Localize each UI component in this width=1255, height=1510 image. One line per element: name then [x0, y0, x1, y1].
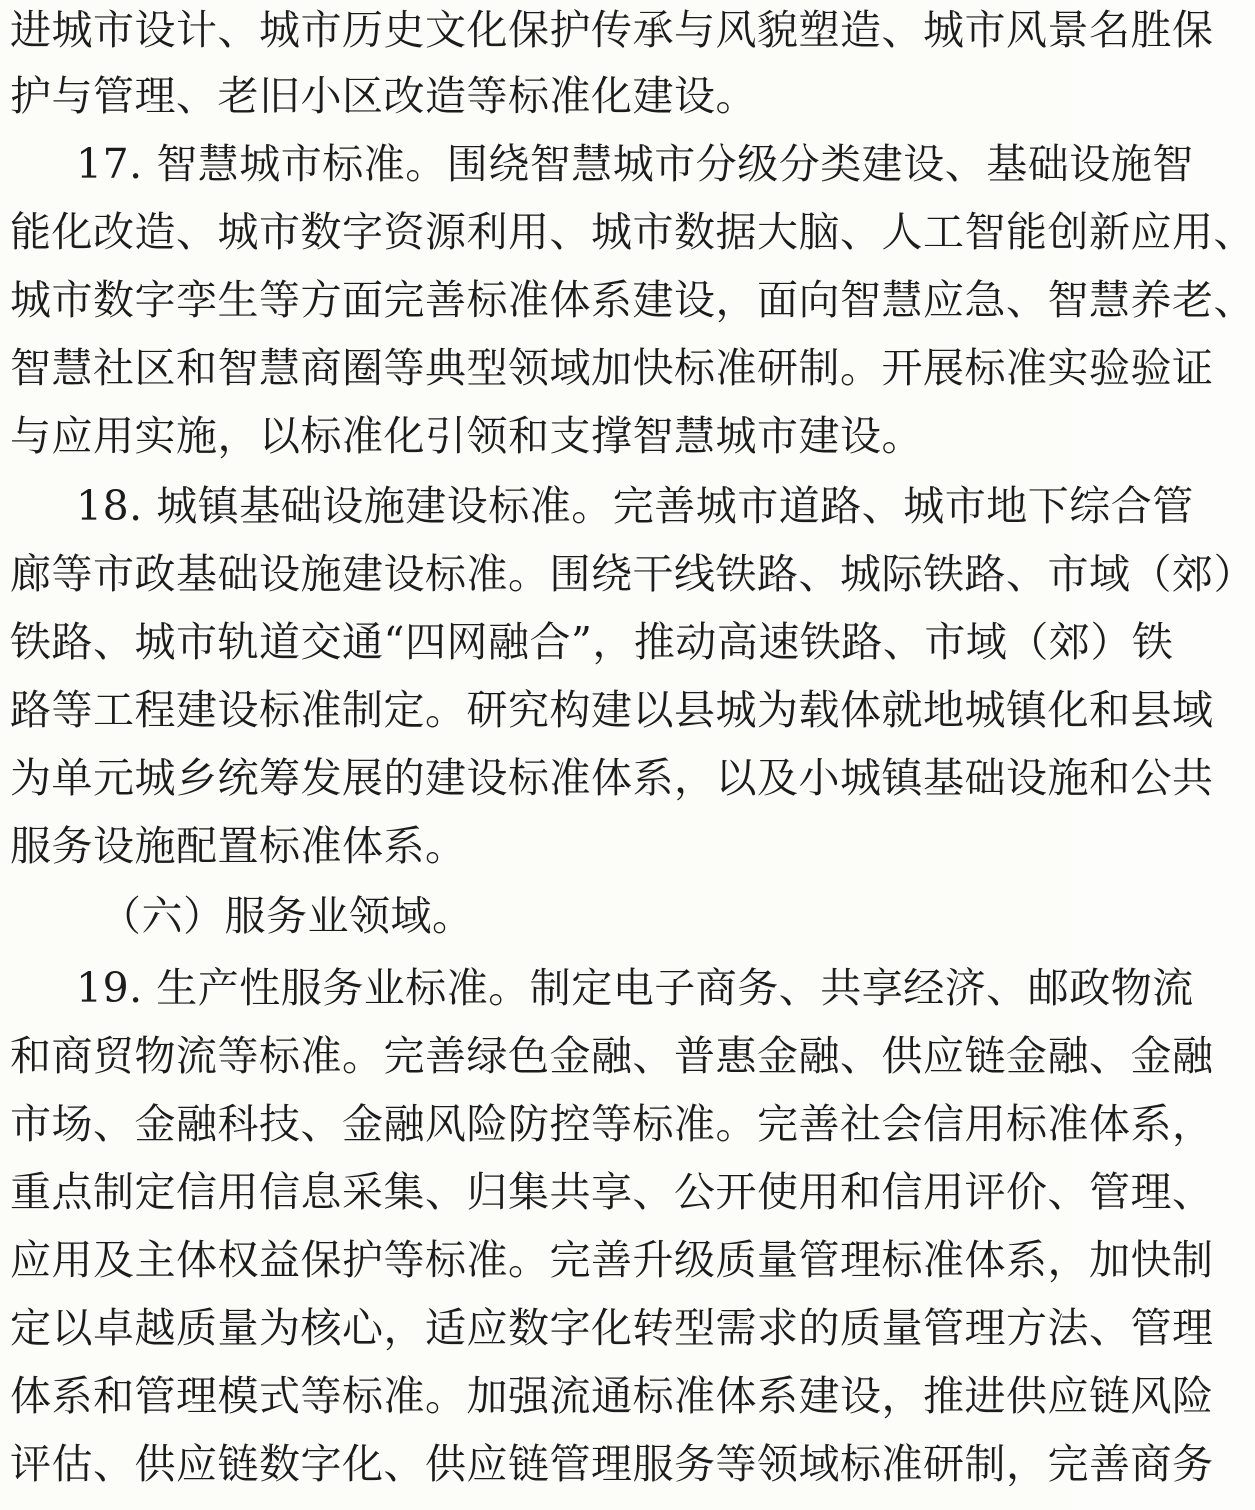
section-18-line-1: 18. 城镇基础设施建设标准。完善城市道路、城市地下综合管	[76, 482, 1194, 530]
text-line-1: 进城市设计、城市历史文化保护传承与风貌塑造、城市风景名胜保	[10, 6, 1214, 54]
section-17-line-4: 智慧社区和智慧商圈等典型领域加快标准研制。开展标准实验验证	[10, 344, 1214, 392]
section-18-line-6: 服务设施配置标准体系。	[10, 822, 467, 870]
section-19-line-7: 体系和管理模式等标准。加强流通标准体系建设，推进供应链风险	[10, 1372, 1214, 1420]
section-18-line-5: 为单元城乡统筹发展的建设标准体系，以及小城镇基础设施和公共	[10, 754, 1214, 802]
section-19-line-3: 市场、金融科技、金融风险防控等标准。完善社会信用标准体系，	[10, 1100, 1214, 1148]
section-17-line-5: 与应用实施，以标准化引领和支撑智慧城市建设。	[10, 412, 923, 460]
section-18-line-4: 路等工程建设标准制定。研究构建以县城为载体就地城镇化和县域	[10, 686, 1214, 734]
section-19-line-5: 应用及主体权益保护等标准。完善升级质量管理标准体系，加快制	[10, 1236, 1214, 1284]
section-19-line-8: 评估、供应链数字化、供应链管理服务等领域标准研制，完善商务	[10, 1440, 1214, 1488]
text-line-2: 护与管理、老旧小区改造等标准化建设。	[10, 72, 757, 120]
section-17-line-1: 17. 智慧城市标准。围绕智慧城市分级分类建设、基础设施智	[76, 140, 1194, 188]
section-19-line-6: 定以卓越质量为核心，适应数字化转型需求的质量管理方法、管理	[10, 1304, 1214, 1352]
section-19-line-1: 19. 生产性服务业标准。制定电子商务、共享经济、邮政物流	[76, 964, 1194, 1012]
section-17-line-3: 城市数字孪生等方面完善标准体系建设，面向智慧应急、智慧养老、	[10, 276, 1255, 324]
section-17-line-2: 能化改造、城市数字资源利用、城市数据大脑、人工智能创新应用、	[10, 208, 1255, 256]
section-19-line-4: 重点制定信用信息采集、归集共享、公开使用和信用评价、管理、	[10, 1168, 1214, 1216]
section-18-line-2: 廊等市政基础设施建设标准。围绕干线铁路、城际铁路、市域（郊）	[10, 550, 1255, 598]
section-heading-six: （六）服务业领域。	[100, 892, 474, 940]
section-18-line-3: 铁路、城市轨道交通“四网融合”，推动高速铁路、市域（郊）铁	[10, 618, 1174, 666]
section-19-line-2: 和商贸物流等标准。完善绿色金融、普惠金融、供应链金融、金融	[10, 1032, 1214, 1080]
